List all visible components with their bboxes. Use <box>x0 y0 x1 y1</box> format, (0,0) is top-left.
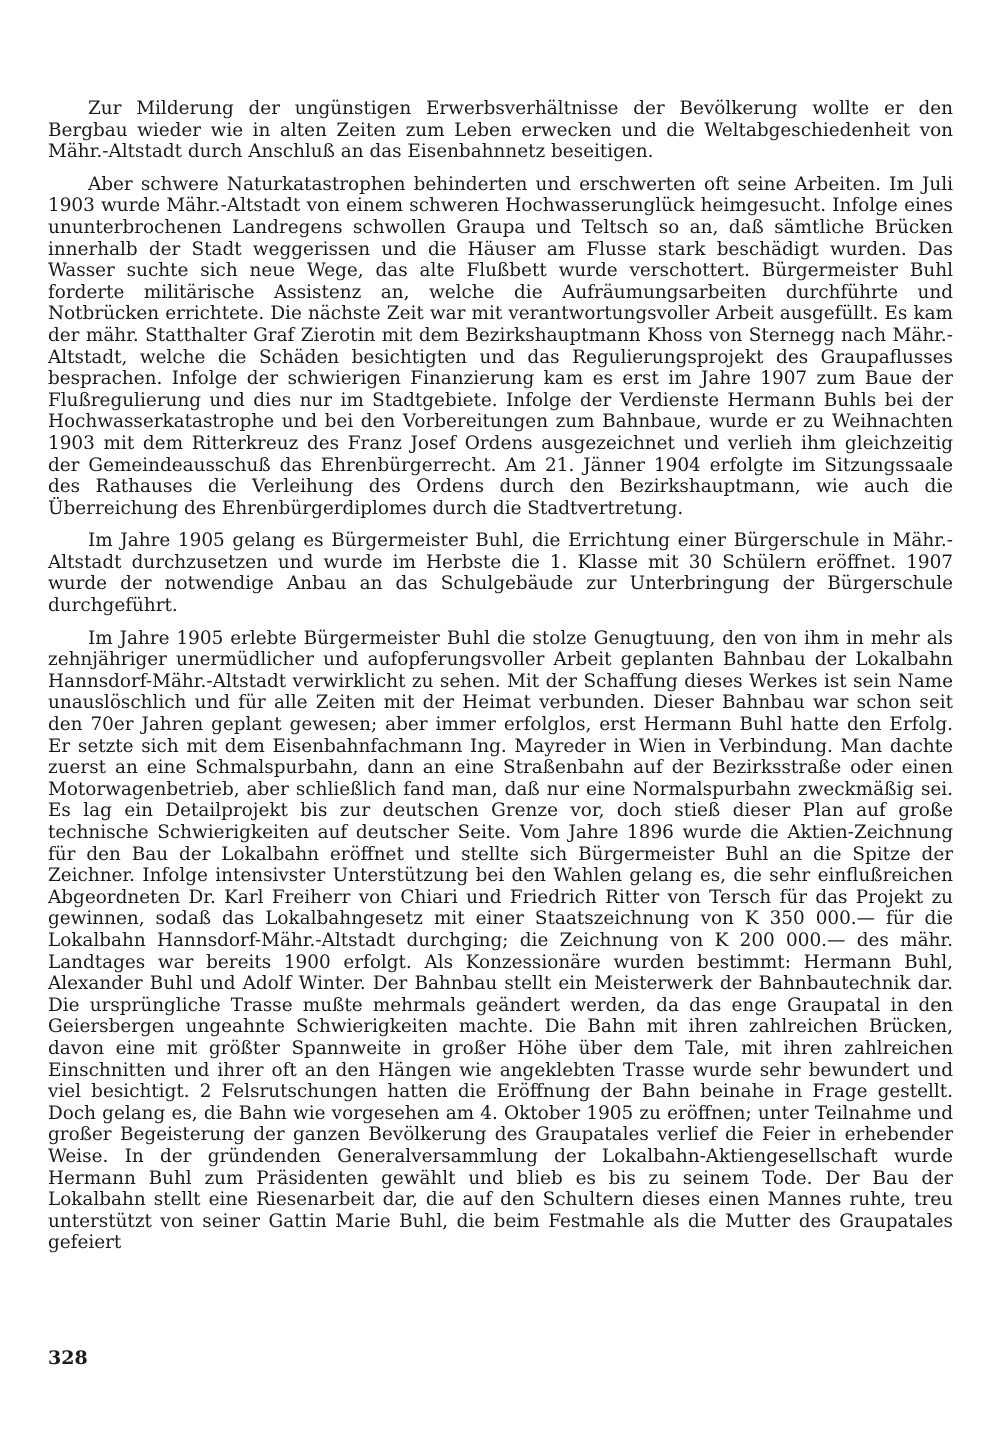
paragraph-buergerschule: Im Jahre 1905 gelang es Bürgermeister Buhl, die Errichtung einer Bürgerschule in Mähr.-Altstadt durchzusetzen und wurde im Herbste die 1. Klasse mit 30 Schülern eröffnet. 1907 wurde der notwendige Anbau an das Schulgebäude zur Unterbringung der Bürgerschule durchgeführt. <box>48 530 953 617</box>
page-number: 328 <box>48 1347 88 1369</box>
paragraph-mining-railway: Zur Milderung der ungünstigen Erwerbsverhältnisse der Bevölkerung wollte er den Bergbau wieder wie in alten Zeiten zum Leben erwecken und die Weltabgeschiedenheit von Mähr.-Altstadt durch Anschluß an das Eisenbahnnetz beseitigen. <box>48 98 953 163</box>
paragraph-flood-1903: Aber schwere Naturkatastrophen behinderten und erschwerten oft seine Arbeiten. Im Juli 1903 wurde Mähr.-Altstadt von einem schweren Hochwasserunglück heimgesucht. Infolge eines ununterbrochenen Landregens schwollen Graupa und Teltsch so an, daß sämtliche Brücken innerhalb der Stadt weggerissen und die Häuser am Flusse stark beschädigt wurden. Das Wasser suchte sich neue Wege, das alte Flußbett wurde verschottert. Bürgermeister Buhl forderte militärische Assistenz an, welche die Aufräumungsarbeiten durchführte und Notbrücken errichtete. Die nächste Zeit war mit verantwortungsvoller Arbeit ausgefüllt. Es kam der mähr. Statthalter Graf Zierotin mit dem Bezirkshauptmann Khoss von Sternegg nach Mähr.-Altstadt, welche die Schäden besichtigten und das Regulierungsprojekt des Graupaflusses besprachen. Infolge der schwierigen Finanzierung kam es erst im Jahre 1907 zum Baue der Flußregulierung und dies nur im Stadtgebiete. Infolge der Verdienste Hermann Buhls bei der Hochwasserkatastrophe und bei den Vorbereitungen zum Bahnbaue, wurde er zu Weihnachten 1903 mit dem Ritterkreuz des Franz Josef Ordens ausgezeichnet und verlieh ihm gleichzeitig der Gemeindeausschuß das Ehrenbürgerrecht. Am 21. Jänner 1904 erfolgte im Sitzungssaale des Rathauses die Verleihung des Ordens durch den Bezirkshauptmann, wie auch die Überreichung des Ehrenbürgerdiplomes durch die Stadtvertretung. <box>48 173 953 519</box>
paragraph-lokalbahn: Im Jahre 1905 erlebte Bürgermeister Buhl die stolze Genugtuung, den von ihm in mehr als zehnjähriger unermüdlicher und aufopferungsvoller Arbeit geplanten Bahnbau der Lokalbahn Hannsdorf-Mähr.-Altstadt verwirklicht zu sehen. Mit der Schaffung dieses Werkes ist sein Name unauslöschlich und für alle Zeiten mit der Heimat verbunden. Dieser Bahnbau war schon seit den 70er Jahren geplant gewesen; aber immer erfolglos, erst Hermann Buhl hatte den Erfolg. Er setzte sich mit dem Eisenbahnfachmann Ing. Mayreder in Wien in Verbindung. Man dachte zuerst an eine Schmalspurbahn, dann an eine Straßenbahn auf der Bezirksstraße oder einen Motorwagenbetrieb, aber schließlich fand man, daß nur eine Normalspurbahn zweckmäßig sei. Es lag ein Detailprojekt bis zur deutschen Grenze vor, doch stieß dieser Plan auf große technische Schwierigkeiten auf deutscher Seite. Vom Jahre 1896 wurde die Aktien-Zeichnung für den Bau der Lokalbahn eröffnet und stellte sich Bürgermeister Buhl an die Spitze der Zeichner. Infolge intensivster Unterstützung bei den Wahlen gelang es, die sehr einflußreichen Abgeordneten Dr. Karl Freiherr von Chiari und Friedrich Ritter von Tersch für das Projekt zu gewinnen, sodaß das Lokalbahngesetz mit einer Staatszeichnung von K 350 000.— für die Lokalbahn Hannsdorf-Mähr.-Altstadt durchging; die Zeichnung von K 200 000.— des mähr. Landtages war bereits 1900 erfolgt. Als Konzessionäre wurden bestimmt: Hermann Buhl, Alexander Buhl und Adolf Winter. Der Bahnbau stellt ein Meisterwerk der Bahnbautechnik dar. Die ursprüngliche Trasse mußte mehrmals geändert werden, da das enge Graupatal in den Geiersbergen ungeahnte Schwierigkeiten machte. Die Bahn mit ihren zahlreichen Brücken, davon eine mit größter Spannweite in großer Höhe über dem Tale, mit ihren zahlreichen Einschnitten und ihrer oft an den Hängen wie angeklebten Trasse wurde sehr bewundert und viel besichtigt. 2 Felsrutschungen hatten die Eröffnung der Bahn beinahe in Frage gestellt. Doch gelang es, die Bahn wie vorgesehen am 4. Oktober 1905 zu eröffnen; unter Teilnahme und großer Begeisterung der ganzen Bevölkerung des Graupatales verlief die Feier in erhebender Weise. In der gründenden Generalversammlung der Lokalbahn-Aktiengesellschaft wurde Hermann Buhl zum Präsidenten gewählt und blieb es bis zu seinem Tode. Der Bau der Lokalbahn stellt eine Riesenarbeit dar, die auf den Schultern dieses einen Mannes ruhte, treu unterstützt von seiner Gattin Marie Buhl, die beim Festmahle als die Mutter des Graupatales gefeiert <box>48 627 953 1254</box>
body-text <box>48 98 953 1254</box>
